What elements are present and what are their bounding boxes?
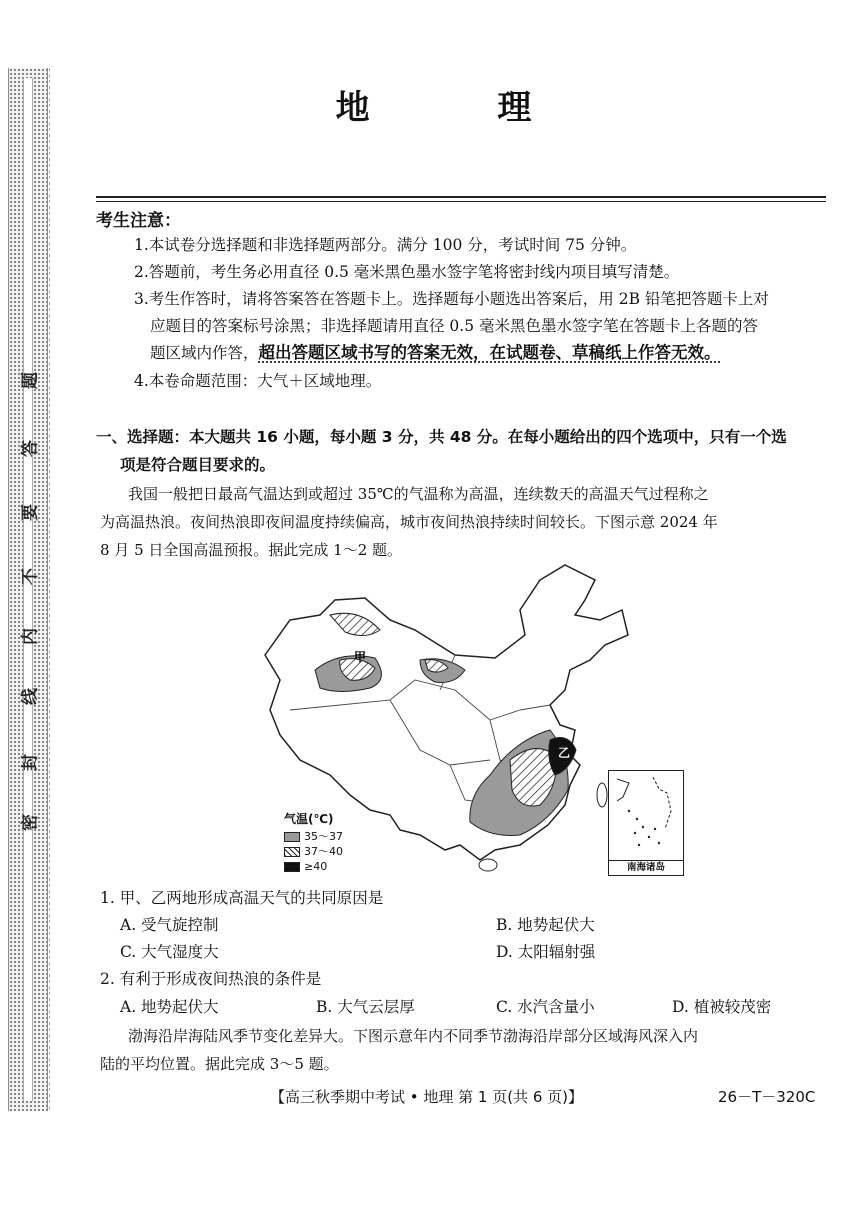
option-d: D. 植被较茂密	[672, 998, 772, 1016]
seal-char: 要	[20, 504, 41, 521]
notice-item: 1.本试卷分选择题和非选择题两部分。满分 100 分，考试时间 75 分钟。	[134, 236, 637, 254]
option-b: B. 地势起伏大	[496, 916, 595, 934]
map-label-yi: 乙	[558, 746, 571, 760]
section-heading-cont: 项是符合题目要求的。	[120, 456, 276, 474]
legend-label: 37～40	[304, 845, 343, 858]
seal-char: 内	[20, 628, 41, 645]
legend-title: 气温(℃)	[284, 812, 334, 826]
passage-line: 渤海沿岸海陆风季节变化差异大。下图示意年内不同季节渤海沿岸部分区域海风深入内	[128, 1027, 699, 1045]
seal-char: 线	[20, 688, 41, 705]
inset-label: 南海诸岛	[609, 860, 683, 875]
south-china-sea-inset	[608, 770, 684, 876]
option-c: C. 大气湿度大	[120, 943, 219, 961]
notice-item: 3.考生作答时，请将答案答在答题卡上。选择题每小题选出答案后，用 2B 铅笔把答题卡上对	[134, 290, 769, 308]
notice-emphasis: 超出答题区域书写的答案无效，在试题卷、草稿纸上作答无效。	[258, 343, 721, 362]
legend-item	[284, 859, 343, 874]
legend-swatch-hatch	[284, 847, 300, 857]
option-a: A. 地势起伏大	[120, 998, 219, 1016]
notice-item: 应题目的答案标号涂黑；非选择题请用直径 0.5 毫米黑色墨水签字笔在答题卡上各题的答	[150, 317, 759, 335]
page-title: 地 理	[335, 88, 590, 128]
passage-line: 我国一般把日最高气温达到或超过 35℃的气温称为高温，连续数天的高温天气过程称之	[128, 485, 709, 503]
footer-code: 26－T－320C	[718, 1088, 816, 1106]
section-heading: 一、选择题：本大题共 16 小题，每小题 3 分，共 48 分。在每小题给出的四个选项中，只有一个选	[96, 428, 787, 446]
option-d: D. 太阳辐射强	[496, 943, 596, 961]
notice-item-line	[150, 340, 721, 366]
seal-char: 不	[20, 568, 41, 585]
question-stem: 1. 甲、乙两地形成高温天气的共同原因是	[100, 889, 384, 907]
notice-item: 2.答题前，考生务必用直径 0.5 毫米黑色墨水签字笔将密封线内项目填写清楚。	[134, 263, 680, 281]
seal-char: 题	[20, 372, 41, 389]
option-b: B. 大气云层厚	[316, 998, 415, 1016]
passage-line: 为高温热浪。夜间热浪即夜间温度持续偏高，城市夜间热浪持续时间较长。下图示意 2024 年	[100, 513, 718, 531]
seal-char: 封	[20, 754, 41, 771]
footer-page-info: 【高三秋季期中考试 • 地理 第 1 页(共 6 页)】	[270, 1088, 584, 1106]
notice-heading: 考生注意：	[96, 211, 181, 231]
inset-map	[609, 771, 683, 859]
seal-cut-line	[46, 68, 54, 1111]
passage-line: 8 月 5 日全国高温预报。据此完成 1～2 题。	[100, 541, 403, 559]
legend-item	[284, 829, 343, 844]
passage-line: 陆的平均位置。据此完成 3～5 题。	[100, 1055, 339, 1073]
legend-label: ≥40	[304, 860, 328, 873]
map-label-jia: 甲	[354, 650, 367, 664]
legend-item	[284, 844, 343, 859]
option-a: A. 受气旋控制	[120, 916, 219, 934]
question-stem: 2. 有利于形成夜间热浪的条件是	[100, 970, 322, 988]
notice-item: 题区域内作答，	[150, 344, 259, 362]
seal-strip	[8, 68, 48, 1111]
header-rule	[96, 196, 826, 198]
legend-label: 35～37	[304, 830, 343, 843]
seal-char: 答	[20, 440, 41, 457]
seal-char: 密	[20, 814, 41, 831]
option-c: C. 水汽含量小	[496, 998, 595, 1016]
map-legend	[284, 812, 343, 874]
legend-swatch-black	[284, 862, 300, 872]
notice-item: 4.本卷命题范围：大气＋区域地理。	[134, 372, 382, 390]
header-rule-thin	[96, 201, 826, 202]
legend-swatch-gray	[284, 832, 300, 842]
